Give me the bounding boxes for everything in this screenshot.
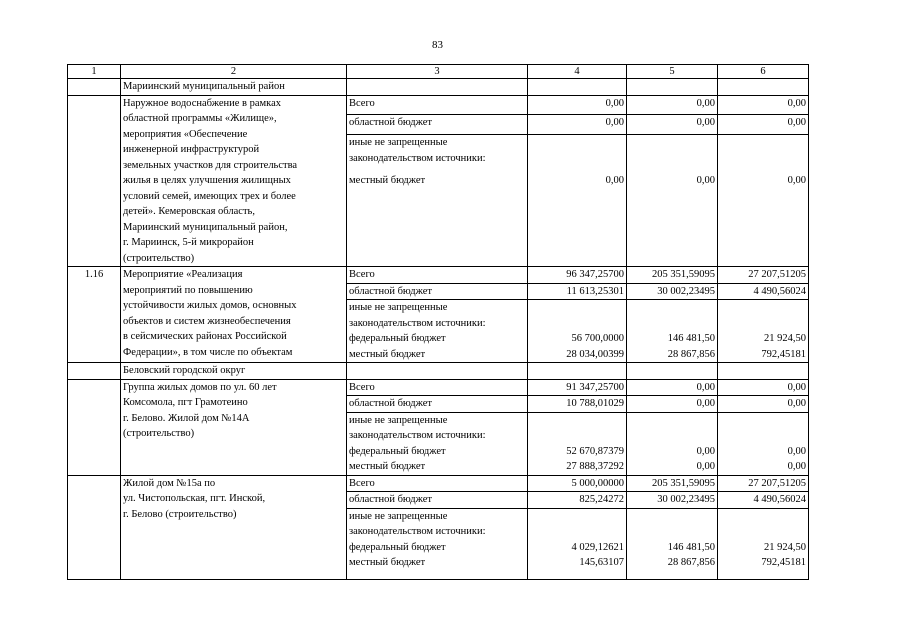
item-total-row (68, 95, 809, 115)
value-cell (627, 135, 718, 173)
item-number (68, 379, 121, 475)
section-row (68, 363, 809, 380)
header-row (68, 65, 809, 79)
item-total-row (68, 379, 809, 396)
item-description (121, 95, 347, 267)
description-line: Мероприятие «Реализация (123, 269, 243, 280)
other-sources-line: законодательством источники: (349, 317, 486, 329)
table-body (68, 65, 809, 580)
description-line: Комсомола, пгт Грамотеино (123, 397, 248, 408)
value-cell: 0,00 (627, 173, 718, 267)
value-cell (718, 135, 809, 173)
value-cell: 30 002,23495 (627, 492, 718, 509)
item-total-row (68, 475, 809, 492)
source-label: Всего (347, 475, 528, 492)
source-label: местный бюджет (347, 555, 528, 580)
item-number: 1.16 (68, 267, 121, 363)
value-cell: 0,00 (718, 379, 809, 396)
source-label: местный бюджет (347, 459, 528, 475)
value-cell: 21 924,50 (718, 331, 809, 347)
description-line: г. Мариинск, 5-й микрорайон (123, 237, 254, 248)
value-cell: 27 207,51205 (718, 475, 809, 492)
value-cell: 146 481,50 (627, 331, 718, 347)
item-description (121, 475, 347, 580)
section-empty-cell (347, 79, 528, 96)
value-cell (528, 300, 627, 332)
description-line: г. Белово (строительство) (123, 508, 237, 520)
source-label: областной бюджет (347, 396, 528, 413)
description-line: жилья в целях улучшения жилищных (123, 175, 291, 186)
description-line: инженерной инфраструктурой (123, 144, 260, 155)
source-label: местный бюджет (347, 173, 528, 267)
source-label: Всего (347, 379, 528, 396)
other-sources-line: иные не запрещенные (349, 510, 448, 522)
section-row (68, 79, 809, 96)
other-sources-line: законодательством источники: (349, 152, 486, 164)
value-cell: 792,45181 (718, 347, 809, 363)
value-cell (528, 508, 627, 540)
other-sources-line: иные не запрещенные (349, 414, 448, 426)
other-sources-label (347, 135, 528, 173)
value-cell: 28 867,856 (627, 347, 718, 363)
value-cell: 0,00 (718, 115, 809, 135)
other-sources-label (347, 508, 528, 540)
other-sources-label (347, 412, 528, 444)
value-cell: 0,00 (627, 115, 718, 135)
value-cell: 11 613,25301 (528, 283, 627, 300)
budget-table (67, 64, 809, 580)
value-cell: 0,00 (627, 379, 718, 396)
source-label: областной бюджет (347, 115, 528, 135)
description-line: объектов и систем жизнеобеспечения (123, 315, 291, 327)
value-cell: 56 700,0000 (528, 331, 627, 347)
header-cell: 3 (347, 65, 528, 79)
value-cell: 27 207,51205 (718, 267, 809, 284)
value-cell: 4 490,56024 (718, 492, 809, 509)
header-cell: 5 (627, 65, 718, 79)
value-cell: 0,00 (528, 95, 627, 115)
item-number (68, 475, 121, 580)
section-title: Беловский городской округ (121, 363, 347, 380)
value-cell (718, 508, 809, 540)
description-line: г. Белово. Жилой дом №14А (123, 412, 250, 424)
other-sources-line: законодательством источники: (349, 526, 486, 537)
header-cell: 6 (718, 65, 809, 79)
value-cell (627, 508, 718, 540)
value-cell: 0,00 (627, 396, 718, 413)
value-cell: 30 002,23495 (627, 283, 718, 300)
source-label: местный бюджет (347, 347, 528, 363)
other-sources-line: законодательством источники: (349, 430, 486, 441)
value-cell: 0,00 (528, 115, 627, 135)
page-number: 83 (432, 39, 443, 51)
section-no-cell (68, 363, 121, 380)
value-cell (627, 412, 718, 444)
section-empty-cell (718, 79, 809, 96)
value-cell: 4 029,12621 (528, 540, 627, 556)
description-line: устойчивости жилых домов, основных (123, 300, 297, 311)
value-cell (718, 412, 809, 444)
value-cell: 0,00 (627, 459, 718, 475)
section-empty-cell (528, 363, 627, 380)
description-line: (строительство) (123, 428, 195, 439)
description-line: в сейсмических районах Российской (123, 331, 287, 342)
description-line: детей». Кемеровская область, (123, 206, 255, 217)
value-cell: 52 670,87379 (528, 444, 627, 460)
value-cell: 0,00 (718, 444, 809, 460)
section-title: Мариинский муниципальный район (121, 79, 347, 96)
description-line: Группа жилых домов по ул. 60 лет (123, 381, 277, 393)
value-cell: 96 347,25700 (528, 267, 627, 284)
section-empty-cell (627, 363, 718, 380)
description-line: условий семей, имеющих трех и более (123, 190, 296, 202)
header-cell: 4 (528, 65, 627, 79)
value-cell: 27 888,37292 (528, 459, 627, 475)
description-line: мероприятий по повышению (123, 284, 253, 296)
value-cell: 146 481,50 (627, 540, 718, 556)
value-cell (528, 135, 627, 173)
value-cell (718, 300, 809, 332)
description-line: Мариинский муниципальный район, (123, 221, 288, 233)
section-no-cell (68, 79, 121, 96)
header-cell: 2 (121, 65, 347, 79)
source-label: федеральный бюджет (347, 540, 528, 556)
value-cell: 10 788,01029 (528, 396, 627, 413)
value-cell: 4 490,56024 (718, 283, 809, 300)
item-number (68, 95, 121, 267)
value-cell: 205 351,59095 (627, 475, 718, 492)
source-label: областной бюджет (347, 283, 528, 300)
description-line: Жилой дом №15а по (123, 477, 216, 489)
source-label: областной бюджет (347, 492, 528, 509)
value-cell: 205 351,59095 (627, 267, 718, 284)
description-line: (строительство) (123, 252, 195, 264)
value-cell: 145,63107 (528, 555, 627, 580)
other-sources-line: иные не запрещенные (349, 137, 448, 149)
description-line: областной программы «Жилище», (123, 113, 277, 124)
value-cell: 28 034,00399 (528, 347, 627, 363)
section-empty-cell (347, 363, 528, 380)
source-label: Всего (347, 267, 528, 284)
source-label: федеральный бюджет (347, 331, 528, 347)
description-line: мероприятия «Обеспечение (123, 128, 248, 140)
header-cell: 1 (68, 65, 121, 79)
description-line: земельных участков для строительства (123, 159, 298, 171)
value-cell: 0,00 (528, 173, 627, 267)
section-empty-cell (627, 79, 718, 96)
value-cell: 0,00 (718, 396, 809, 413)
value-cell: 0,00 (718, 173, 809, 267)
source-label: федеральный бюджет (347, 444, 528, 460)
other-sources-label (347, 300, 528, 332)
value-cell: 0,00 (718, 459, 809, 475)
other-sources-line: иные не запрещенные (349, 302, 448, 313)
value-cell: 21 924,50 (718, 540, 809, 556)
item-description (121, 267, 347, 363)
item-total-row (68, 267, 809, 284)
value-cell: 91 347,25700 (528, 379, 627, 396)
value-cell (528, 412, 627, 444)
description-line: ул. Чистопольская, пгт. Инской, (123, 493, 266, 504)
section-empty-cell (718, 363, 809, 380)
item-description (121, 379, 347, 475)
description-line: Наружное водоснабжение в рамках (123, 97, 282, 109)
source-label: Всего (347, 95, 528, 115)
value-cell (627, 300, 718, 332)
section-empty-cell (528, 79, 627, 96)
value-cell: 792,45181 (718, 555, 809, 580)
value-cell: 0,00 (718, 95, 809, 115)
value-cell: 5 000,00000 (528, 475, 627, 492)
description-line: Федерации», в том числе по объектам (123, 346, 293, 358)
value-cell: 0,00 (627, 95, 718, 115)
value-cell: 28 867,856 (627, 555, 718, 580)
value-cell: 825,24272 (528, 492, 627, 509)
value-cell: 0,00 (627, 444, 718, 460)
